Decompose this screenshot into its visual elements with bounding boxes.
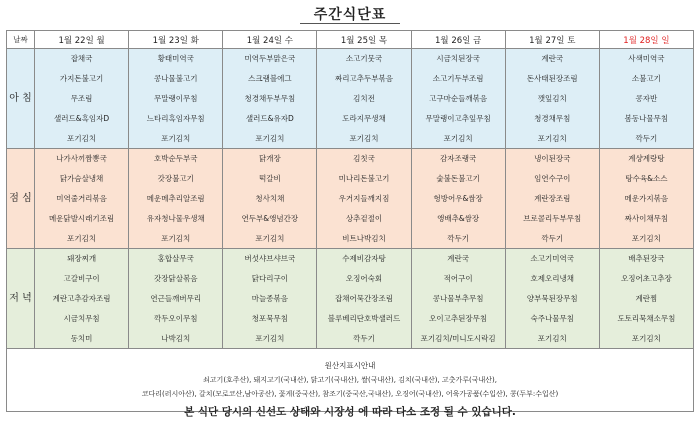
meal-cell bbox=[223, 149, 317, 249]
dinner-label-text: 저 녁 bbox=[9, 292, 32, 304]
menu-item: 사색미역국 bbox=[628, 54, 665, 64]
menu-item: 비트나박김치 bbox=[342, 233, 386, 243]
menu-item: 깻잎김치 bbox=[537, 93, 567, 103]
breakfast-label bbox=[7, 49, 35, 149]
menu-item: 홍합살무국 bbox=[157, 254, 194, 264]
menu-item: 계란국 bbox=[541, 54, 564, 64]
menu-item: 계샹계랑탕 bbox=[628, 154, 665, 164]
menu-item: 돼장찌개 bbox=[67, 254, 97, 264]
menu-item: 적어구이 bbox=[443, 274, 473, 284]
origin-title: 원산지표시안내 bbox=[324, 361, 376, 370]
menu-item: 고갈비구이 bbox=[63, 274, 100, 284]
menu-item: 포기김치 bbox=[255, 333, 285, 343]
meal-cell bbox=[317, 249, 411, 349]
menu-item: 포기김치/미니도시락김 bbox=[420, 333, 496, 343]
menu-item: 갓장불고기 bbox=[157, 174, 194, 184]
origin-line-2: 코다리(러시아산), 갈치(모로코산,남아공산), 꽃게(중국산), 참조기(중국산,국내산), 오징어(국내산), 어육가공품(수입산), 콩(두부:수입산) bbox=[141, 390, 559, 398]
menu-item: 고구마순들깨볶음 bbox=[429, 93, 488, 103]
menu-item: 우거지들깨지짐 bbox=[338, 193, 390, 203]
menu-item: 포기김치 bbox=[349, 133, 379, 143]
menu-item: 황태미역국 bbox=[157, 54, 194, 64]
menu-item: 도라지무생채 bbox=[342, 113, 386, 123]
menu-item: 탕수육&소스 bbox=[625, 174, 668, 184]
breakfast-label-text: 아 침 bbox=[9, 92, 32, 104]
menu-item: 포기김치 bbox=[67, 233, 97, 243]
menu-item: 계란장조림 bbox=[534, 193, 571, 203]
day-header-tue: 1월 23일 화 bbox=[129, 31, 223, 49]
menu-item: 떡갈비 bbox=[258, 174, 281, 184]
menu-item: 청경채무침 bbox=[534, 113, 571, 123]
menu-item: 계란고추감자조림 bbox=[52, 293, 111, 303]
meal-cell bbox=[35, 249, 129, 349]
menu-item: 잡채어묵간장조림 bbox=[335, 293, 393, 303]
menu-item: 수제비감자탕 bbox=[342, 254, 386, 264]
menu-item: 포기김치 bbox=[161, 133, 191, 143]
menu-item: 시금치무침 bbox=[63, 313, 100, 323]
origin-row bbox=[7, 349, 694, 412]
dinner-label bbox=[7, 249, 35, 349]
day-header-wed: 1월 24일 수 bbox=[223, 31, 317, 49]
meal-cell bbox=[129, 149, 223, 249]
menu-item: 포기김치 bbox=[255, 133, 285, 143]
menu-item: 샐러드&유자D bbox=[245, 113, 294, 123]
menu-item: 도토리묵채소무침 bbox=[617, 313, 676, 323]
menu-item: 호제오리냉채 bbox=[530, 274, 575, 284]
menu-item: 돈사태된장조림 bbox=[526, 74, 578, 84]
lunch-label-text: 점 심 bbox=[9, 192, 32, 204]
page-title: 주간식단표 bbox=[313, 7, 387, 23]
menu-item: 깍두기 bbox=[353, 333, 375, 343]
meal-cell bbox=[599, 249, 693, 349]
menu-item: 양부묵된장무침 bbox=[526, 293, 578, 303]
menu-item: 숯불돈불고기 bbox=[436, 174, 480, 184]
menu-item: 오징어초고추장 bbox=[621, 274, 672, 284]
menu-item: 나가사끼짬뽕국 bbox=[56, 154, 107, 164]
menu-item: 마늘종볶음 bbox=[251, 293, 288, 303]
day-header-sun: 1월 28일 일 bbox=[599, 31, 693, 49]
meal-cell bbox=[505, 249, 599, 349]
day-header-sat: 1월 27일 토 bbox=[505, 31, 599, 49]
menu-item: 닭다리구이 bbox=[251, 274, 288, 284]
menu-item: 샐러드&흑임자D bbox=[54, 113, 110, 123]
menu-item: 청경채두부무침 bbox=[244, 93, 296, 103]
meal-cell bbox=[599, 149, 693, 249]
menu-item: 미역줄거리볶음 bbox=[56, 193, 107, 203]
menu-item: 오징어숙회 bbox=[345, 274, 383, 284]
menu-item: 배추된장국 bbox=[628, 254, 665, 264]
menu-item: 나박김치 bbox=[161, 333, 191, 343]
day-header-fri: 1월 26일 금 bbox=[411, 31, 505, 49]
menu-item: 호박순두부국 bbox=[153, 154, 198, 164]
day-header-thu: 1월 25일 목 bbox=[317, 31, 411, 49]
menu-item: 소불고기 bbox=[631, 74, 661, 84]
menu-item: 포기김치 bbox=[443, 133, 473, 143]
menu-item: 소고기두부조림 bbox=[432, 74, 484, 84]
meal-cell bbox=[223, 49, 317, 149]
menu-item: 소고기미역국 bbox=[530, 254, 575, 264]
menu-item: 김칫국 bbox=[353, 154, 375, 164]
menu-item: 포기김치 bbox=[631, 333, 661, 343]
menu-item: 청포묵무침 bbox=[251, 313, 288, 323]
menu-item: 미역두부맑은국 bbox=[244, 54, 296, 64]
menu-item: 시금치된장국 bbox=[436, 54, 480, 64]
lunch-row bbox=[7, 149, 694, 249]
menu-item: 가지돈불고기 bbox=[59, 74, 104, 84]
menu-item: 콩나물부추무침 bbox=[432, 293, 484, 303]
menu-item: 냉이된장국 bbox=[534, 154, 571, 164]
menu-item: 포기김치 bbox=[161, 233, 191, 243]
menu-item: 포기김치 bbox=[67, 133, 97, 143]
menu-item: 포기김치 bbox=[537, 333, 567, 343]
menu-item: 잡채국 bbox=[70, 54, 93, 64]
menu-item: 미나리돈불고기 bbox=[338, 174, 390, 184]
menu-item: 메운닭발시래기조림 bbox=[48, 213, 115, 223]
meal-cell bbox=[505, 149, 599, 249]
menu-item: 청사치채 bbox=[255, 193, 285, 203]
meal-cell bbox=[411, 249, 505, 349]
weekly-menu-table bbox=[6, 30, 694, 412]
menu-item: 봄동나물무침 bbox=[624, 113, 669, 123]
meal-cell bbox=[223, 249, 317, 349]
menu-item: 연근들깨버무리 bbox=[150, 293, 202, 303]
menu-item: 숙주나물무침 bbox=[530, 313, 575, 323]
header-row bbox=[7, 31, 694, 49]
menu-item: 닭가슴살냉채 bbox=[59, 174, 104, 184]
menu-item: 짜사이채무침 bbox=[624, 213, 669, 223]
origin-line-1: 쇠고기(호주산), 돼지고기(국내산), 닭고기(국내산), 쌀(국내산), 김치(국내산), 고춧가루(국내산), bbox=[203, 376, 497, 384]
menu-item: 무말랭이고추잎무침 bbox=[425, 113, 491, 123]
menu-item: 깍두기 bbox=[635, 133, 658, 143]
meal-cell bbox=[599, 49, 693, 149]
menu-item: 포기김치 bbox=[537, 133, 567, 143]
menu-item: 포기김치 bbox=[255, 233, 285, 243]
menu-item: 깍두오이무침 bbox=[153, 313, 198, 323]
menu-item: 헝방어우&쌈장 bbox=[433, 193, 483, 203]
title-underline bbox=[300, 23, 400, 24]
menu-item: 상추겉절이 bbox=[345, 213, 383, 223]
menu-item: 임연수구이 bbox=[534, 174, 571, 184]
menu-item: 깍두기 bbox=[541, 233, 564, 243]
menu-item: 메운메추리알조림 bbox=[146, 193, 205, 203]
menu-item: 계란국 bbox=[447, 254, 469, 264]
menu-item: 감자조랭국 bbox=[440, 154, 477, 164]
dinner-row bbox=[7, 249, 694, 349]
meal-cell bbox=[129, 249, 223, 349]
meal-cell bbox=[317, 49, 411, 149]
menu-item: 닭개장 bbox=[258, 154, 281, 164]
meal-cell bbox=[317, 149, 411, 249]
menu-item: 동치미 bbox=[70, 333, 93, 343]
menu-item: 짜리고추두부볶음 bbox=[335, 74, 393, 84]
menu-item: 갓장닭살볶음 bbox=[153, 274, 198, 284]
meal-cell bbox=[35, 149, 129, 249]
meal-cell bbox=[129, 49, 223, 149]
menu-item: 소고기뭇국 bbox=[345, 54, 383, 64]
menu-item: 포기김치 bbox=[631, 233, 661, 243]
menu-item: 스크램블에그 bbox=[248, 74, 292, 84]
menu-item: 김치전 bbox=[353, 93, 375, 103]
menu-item: 버섯샤브샤브국 bbox=[244, 254, 296, 264]
meal-cell bbox=[35, 49, 129, 149]
day-header-mon: 1월 22일 월 bbox=[35, 31, 129, 49]
menu-item: 깍두기 bbox=[447, 233, 469, 243]
menu-item: 메운가지볶음 bbox=[624, 193, 669, 203]
meal-cell bbox=[505, 49, 599, 149]
menu-item: 앵배추&쌈장 bbox=[437, 213, 480, 223]
origin-info bbox=[7, 349, 694, 412]
meal-cell bbox=[411, 49, 505, 149]
lunch-label bbox=[7, 149, 35, 249]
menu-item: 무말랭이무침 bbox=[153, 93, 198, 103]
menu-item: 계란찜 bbox=[635, 293, 658, 303]
menu-item: 연두부&앵념간장 bbox=[241, 213, 299, 223]
date-corner-label: 날짜 bbox=[7, 31, 35, 49]
menu-item: 블루베리단호박샐러드 bbox=[327, 313, 401, 323]
menu-item: 유자청나물우생채 bbox=[146, 213, 205, 223]
menu-item: 콩자반 bbox=[635, 93, 658, 103]
menu-item: 브로콜리두부무침 bbox=[523, 213, 582, 223]
menu-item: 느타리흑임자무침 bbox=[146, 113, 205, 123]
menu-item: 콩나물불고기 bbox=[153, 74, 198, 84]
meal-cell bbox=[411, 149, 505, 249]
adjustment-notice: 본 식단 당시의 신선도 상태와 시장성 에 따라 다소 조정 될 수 있습니다. bbox=[184, 406, 516, 418]
breakfast-row bbox=[7, 49, 694, 149]
menu-item: 무조림 bbox=[70, 93, 93, 103]
menu-item: 오이고추된장무침 bbox=[429, 313, 488, 323]
